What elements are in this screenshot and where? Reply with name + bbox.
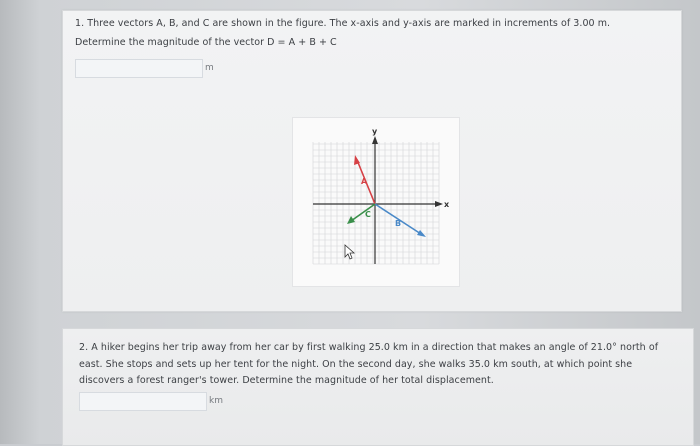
question-2-line-1 (79, 340, 658, 356)
vector-b-label: B (395, 219, 402, 228)
vector-figure (292, 117, 460, 287)
vector-b-arrowhead (417, 230, 426, 237)
question-2-text-line-1: A hiker begins her trip away from her car by first walking 25.0 km in a direction that makes an angle of 21.0° north of (91, 342, 659, 353)
question-2-text-line-3: discovers a forest ranger's tower. Determine the magnitude of her total displacement. (79, 375, 494, 386)
question-1-answer-input[interactable] (75, 59, 203, 78)
question-1-text-line-1: Three vectors A, B, and C are shown in the figure. The x-axis and y-axis are marked in increments of 3.00 m. (87, 18, 611, 29)
question-1-unit: m (205, 63, 214, 73)
question-2-answer-input[interactable] (79, 392, 207, 411)
question-2-unit: km (209, 396, 223, 406)
question-2-text-line-2: east. She stops and sets up her tent for the night. On the second day, she walks 35.0 km south, at which point she (79, 359, 633, 370)
question-1-line-1 (75, 16, 675, 32)
grid-lines (313, 142, 439, 264)
y-axis-arrowhead (372, 136, 378, 144)
mouse-cursor-icon (345, 245, 354, 259)
question-1-number: 1. (75, 18, 85, 29)
question-1-line-2: Determine the magnitude of the vector D = A + B + C (75, 37, 337, 48)
vector-figure-svg (293, 118, 459, 286)
vector-c-label: C (365, 210, 371, 219)
vector-c-arrowhead (347, 216, 355, 224)
x-axis-label: x (444, 200, 450, 209)
vector-c-line (351, 204, 375, 221)
question-2-number: 2. (79, 342, 89, 353)
y-axis-label: y (372, 127, 378, 136)
vector-a-label: A (361, 177, 368, 186)
